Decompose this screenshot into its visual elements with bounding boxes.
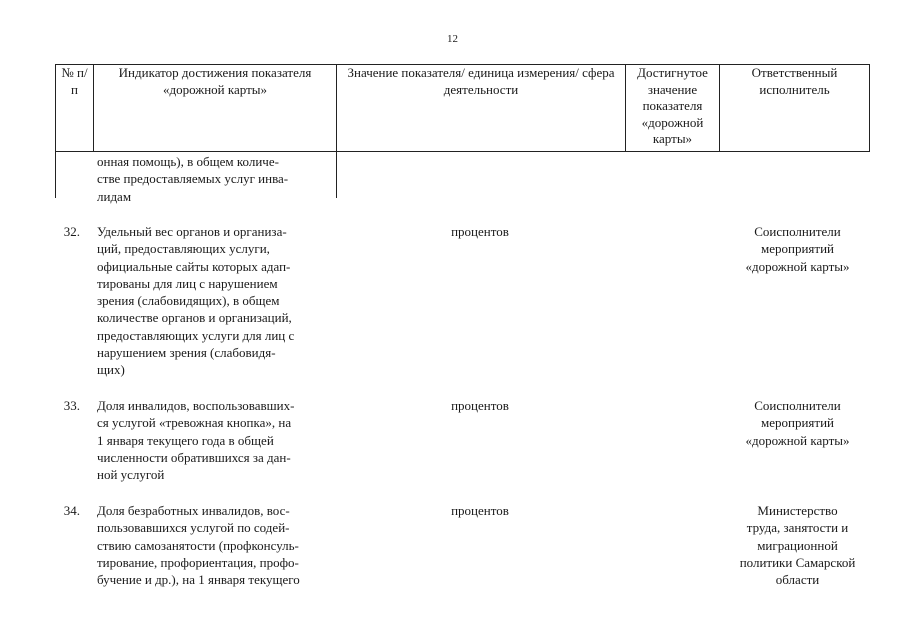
row-number: 32.	[63, 224, 80, 239]
row-unit: процентов	[451, 398, 509, 413]
table-header	[55, 64, 870, 152]
row-unit: процентов	[451, 224, 509, 239]
row-number: 33.	[63, 398, 80, 413]
row-indicator: Доля инвалидов, воспользовавших- ся услугой «тревожная кнопка», на 1 января текущего года в общей численности обратившихся за дан- ной услугой	[97, 398, 295, 483]
column-header-indicator: Индикатор достижения показателя «дорожной карты»	[94, 65, 337, 152]
row-responsible: Соисполнители мероприятий «дорожной карты»	[745, 224, 850, 274]
row-responsible: Соисполнители мероприятий «дорожной карты»	[745, 398, 850, 448]
column-header-responsible: Ответственный исполнитель	[720, 65, 870, 152]
row-number: 34.	[63, 503, 80, 518]
column-header-value: Значение показателя/ единица измерения/ сфера деятельности	[337, 65, 626, 152]
continuation-text: онная помощь), в общем количе- стве предоставляемых услуг инва- лидам	[97, 154, 289, 204]
row-responsible: Министерство труда, занятости и миграционной политики Самарской области	[739, 503, 856, 588]
page-number: 12	[447, 33, 458, 45]
column-header-number: № п/п	[56, 65, 94, 152]
column-header-achieved: Достигнутое значение показателя «дорожной карты»	[626, 65, 720, 152]
row-indicator: Доля безработных инвалидов, вос- пользовавшихся услугой по содей- ствию самозанятости (профконсуль- тирование, профориентация, профо- бучение и др.), на 1 января текущего	[97, 503, 300, 588]
row-indicator: Удельный вес органов и организа- ций, предоставляющих услуги, официальные сайты которых адап- тированы для лиц с нарушением зрения (слабовидящих), в общем количестве органов и организаций, предоставляющих услуги для лиц с нарушением зрения (слабовидя- щих)	[97, 224, 295, 378]
row-unit: процентов	[451, 503, 509, 518]
cell-border-left	[55, 152, 56, 198]
cell-border-right	[336, 152, 337, 198]
